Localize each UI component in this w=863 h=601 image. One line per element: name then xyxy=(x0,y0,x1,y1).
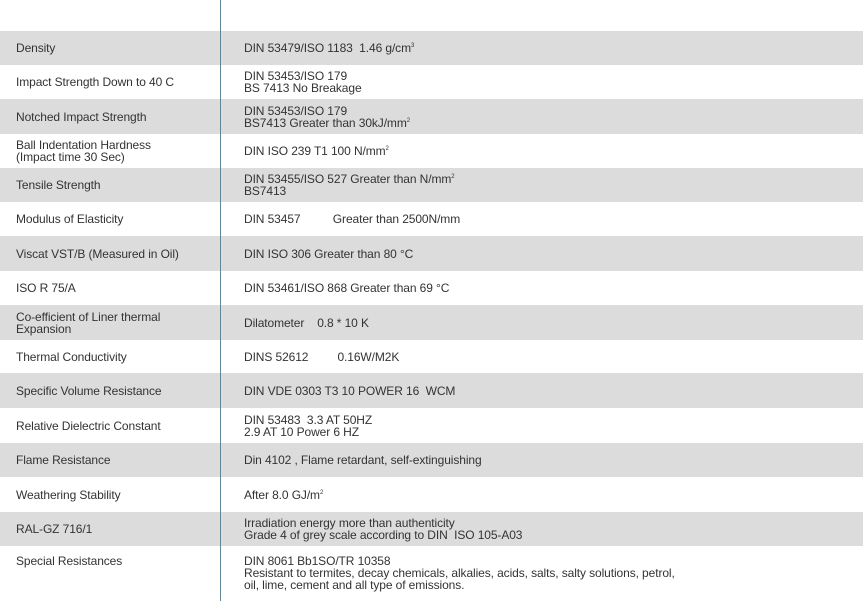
value-line: 2.9 AT 10 Power 6 HZ xyxy=(244,424,359,439)
property-cell xyxy=(16,134,214,168)
property-cell xyxy=(16,31,214,65)
property-line: Density xyxy=(16,41,56,55)
table-row xyxy=(0,99,863,134)
property-cell xyxy=(16,271,214,305)
property-cell xyxy=(16,373,214,408)
property-line: Notched Impact Strength xyxy=(16,109,147,124)
value-line: DIN 53479/ISO 1183 1.46 $g/cm^3$ xyxy=(244,41,415,55)
property-cell xyxy=(16,340,214,373)
property-cell xyxy=(16,512,214,546)
property-cell xyxy=(16,236,214,271)
table-row xyxy=(0,202,863,236)
property-line: Specific Volume Resistance xyxy=(16,383,162,398)
property-line: Relative Dielectric Constant xyxy=(16,418,161,433)
property-cell xyxy=(16,202,214,236)
value-line: Irradiation energy more than authenticity xyxy=(244,516,455,530)
value-cell xyxy=(244,443,854,477)
property-line: Viscat VST/B (Measured in Oil) xyxy=(16,246,179,261)
property-cell xyxy=(16,168,214,202)
value-line: After 8.0 $GJ/m^2$ xyxy=(244,487,324,502)
value-cell xyxy=(244,408,854,443)
property-line: Flame Resistance xyxy=(16,453,111,467)
column-divider xyxy=(220,0,221,601)
property-line: Weathering Stability xyxy=(16,487,121,502)
property-cell xyxy=(16,0,214,31)
property-line: Co-efficient of Liner thermal xyxy=(16,309,161,324)
value-line: DIN 53455/ISO 527 Greater than $N/mm^2$ xyxy=(244,172,455,186)
value-line: DIN VDE 0303 T3 10 POWER 16 WCM xyxy=(244,383,456,398)
value-cell xyxy=(244,202,854,236)
value-line: DINS 52612 0.16W/M2K xyxy=(244,349,400,364)
property-line: Impact Strength Down to 40 C xyxy=(16,75,174,89)
property-cell xyxy=(16,305,214,340)
value-cell xyxy=(244,271,854,305)
property-line: Modulus of Elasticity xyxy=(16,212,124,226)
table-row xyxy=(0,0,863,31)
value-line: Resistant to termites, decay chemicals, alkalies, acids, salts, salty solutions, petrol, xyxy=(244,566,675,580)
value-line: DIN 53483 3.3 AT 50HZ xyxy=(244,412,373,427)
value-cell xyxy=(244,134,854,168)
table-row xyxy=(0,477,863,512)
value-line: Din 4102 , Flame retardant, self-extinguishing xyxy=(244,453,482,467)
value-cell xyxy=(244,0,854,31)
property-cell xyxy=(16,408,214,443)
table-row xyxy=(0,512,863,546)
value-line: DIN ISO 239 T1 100 $N/mm^2$ xyxy=(244,144,389,158)
table-row xyxy=(0,408,863,443)
value-cell xyxy=(244,65,854,99)
table-row xyxy=(0,373,863,408)
property-cell xyxy=(16,477,214,512)
property-cell xyxy=(16,65,214,99)
value-cell xyxy=(244,99,854,134)
value-line: Dilatometer 0.8 * 10 K xyxy=(244,315,369,330)
value-line: oil, lime, cement and all type of emissions. xyxy=(244,578,465,592)
table-row xyxy=(0,443,863,477)
value-cell xyxy=(244,305,854,340)
property-line: Special Resistances xyxy=(16,554,123,568)
value-cell xyxy=(244,512,854,546)
property-line: RAL-GZ 716/1 xyxy=(16,522,93,536)
property-cell xyxy=(16,443,214,477)
table-row xyxy=(0,340,863,373)
value-cell xyxy=(244,340,854,373)
value-cell xyxy=(244,477,854,512)
property-line: Expansion xyxy=(16,321,72,336)
property-cell xyxy=(16,546,214,601)
table-row xyxy=(0,31,863,65)
value-cell xyxy=(244,168,854,202)
table-row xyxy=(0,236,863,271)
value-line: BS7413 Greater than $30kJ/mm^2$ xyxy=(244,115,410,130)
property-line: (Impact time 30 Sec) xyxy=(16,150,125,164)
value-line: DIN 53457 Greater than 2500N/mm xyxy=(244,212,461,226)
value-line: DIN 53461/ISO 868 Greater than 69 °C xyxy=(244,281,450,295)
value-line: DIN 8061 Bb1SO/TR 10358 xyxy=(244,554,391,568)
value-line: DIN 53453/ISO 179 xyxy=(244,69,348,83)
table-row xyxy=(0,65,863,99)
value-cell xyxy=(244,546,854,601)
property-line: Ball Indentation Hardness xyxy=(16,138,151,152)
value-line: Grade 4 of grey scale according to DIN ISO 105-A03 xyxy=(244,528,523,542)
value-line: DIN 53453/ISO 179 xyxy=(244,103,348,118)
value-cell xyxy=(244,236,854,271)
property-cell xyxy=(16,99,214,134)
table-row xyxy=(0,271,863,305)
property-line: Tensile Strength xyxy=(16,178,101,192)
table-row xyxy=(0,305,863,340)
value-line: DIN ISO 306 Greater than 80 °C xyxy=(244,246,414,261)
value-cell xyxy=(244,31,854,65)
property-line: ISO R 75/A xyxy=(16,281,76,295)
value-line: BS7413 xyxy=(244,184,287,198)
property-line: Thermal Conductivity xyxy=(16,349,127,364)
table-row xyxy=(0,134,863,168)
table-row xyxy=(0,546,863,601)
value-line: BS 7413 No Breakage xyxy=(244,81,362,95)
table-row xyxy=(0,168,863,202)
value-cell xyxy=(244,373,854,408)
